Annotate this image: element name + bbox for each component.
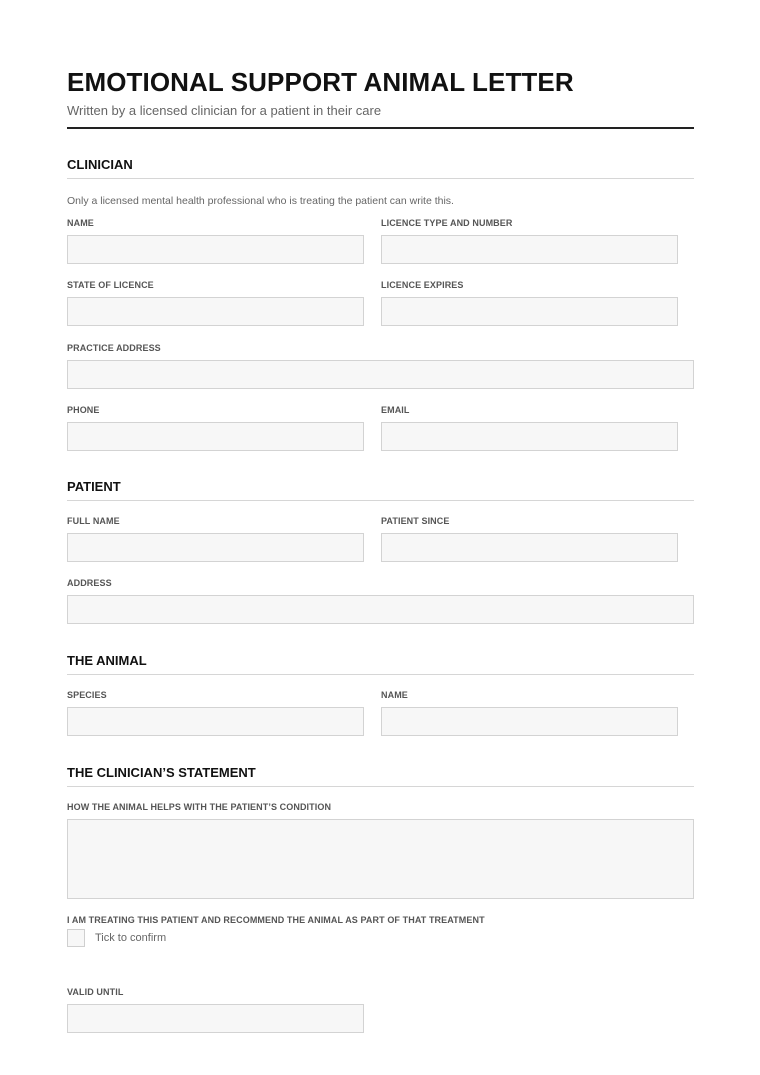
animal-name-label: NAME xyxy=(381,690,408,700)
licence-expires-field[interactable] xyxy=(381,297,678,326)
form-page xyxy=(67,66,694,1033)
state-of-licence-field[interactable] xyxy=(67,297,364,326)
confirm-group xyxy=(67,915,694,947)
practice-address-label: PRACTICE ADDRESS xyxy=(67,343,161,353)
clinician-row-1 xyxy=(67,218,694,264)
state-of-licence-label: STATE OF LICENCE xyxy=(67,280,154,290)
clinician-note: Only a licensed mental health professional who is treating the patient can write this. xyxy=(67,195,454,207)
clinician-row-2 xyxy=(67,280,694,326)
email-field[interactable] xyxy=(381,422,678,451)
clinician-row-3 xyxy=(67,405,694,451)
valid-until-group xyxy=(67,987,364,1033)
animal-name-field[interactable] xyxy=(381,707,678,736)
patient-row-1 xyxy=(67,516,694,562)
patient-address-label: ADDRESS xyxy=(67,578,112,588)
species-field[interactable] xyxy=(67,707,364,736)
page-title: EMOTIONAL SUPPORT ANIMAL LETTER xyxy=(67,67,574,97)
phone-label: PHONE xyxy=(67,405,100,415)
phone-field[interactable] xyxy=(67,422,364,451)
treatment-confirm-label: I AM TREATING THIS PATIENT AND RECOMMEND THE ANIMAL AS PART OF THAT TREATMENT xyxy=(67,915,485,925)
section-heading-clinician: CLINICIAN xyxy=(67,157,694,179)
section-heading-patient: PATIENT xyxy=(67,479,694,501)
animal-helps-label: HOW THE ANIMAL HELPS WITH THE PATIENT’S CONDITION xyxy=(67,802,332,812)
practice-address-group xyxy=(67,343,694,389)
title-divider xyxy=(67,127,694,129)
page-subtitle: Written by a licensed clinician for a patient in their care xyxy=(67,103,382,118)
valid-until-label: VALID UNTIL xyxy=(67,987,124,997)
species-label: SPECIES xyxy=(67,690,107,700)
clinician-name-field[interactable] xyxy=(67,235,364,264)
licence-expires-label: LICENCE EXPIRES xyxy=(381,280,464,290)
animal-row xyxy=(67,690,694,736)
patient-since-label: PATIENT SINCE xyxy=(381,516,450,526)
licence-type-field[interactable] xyxy=(381,235,678,264)
statement-group xyxy=(67,802,694,899)
confirm-checkbox-label: Tick to confirm xyxy=(95,932,167,944)
patient-address-group xyxy=(67,578,694,624)
confirm-checkbox-row xyxy=(67,929,694,947)
patient-full-name-label: FULL NAME xyxy=(67,516,120,526)
section-heading-statement: THE CLINICIAN’S STATEMENT xyxy=(67,765,694,787)
confirm-checkbox[interactable] xyxy=(67,929,85,947)
licence-type-label: LICENCE TYPE AND NUMBER xyxy=(381,218,513,228)
animal-helps-textarea[interactable] xyxy=(67,819,694,899)
patient-address-field[interactable] xyxy=(67,595,694,624)
valid-until-field[interactable] xyxy=(67,1004,364,1033)
practice-address-field[interactable] xyxy=(67,360,694,389)
section-heading-animal: THE ANIMAL xyxy=(67,653,694,675)
clinician-name-label: NAME xyxy=(67,218,94,228)
email-label: EMAIL xyxy=(381,405,410,415)
patient-full-name-field[interactable] xyxy=(67,533,364,562)
patient-since-field[interactable] xyxy=(381,533,678,562)
